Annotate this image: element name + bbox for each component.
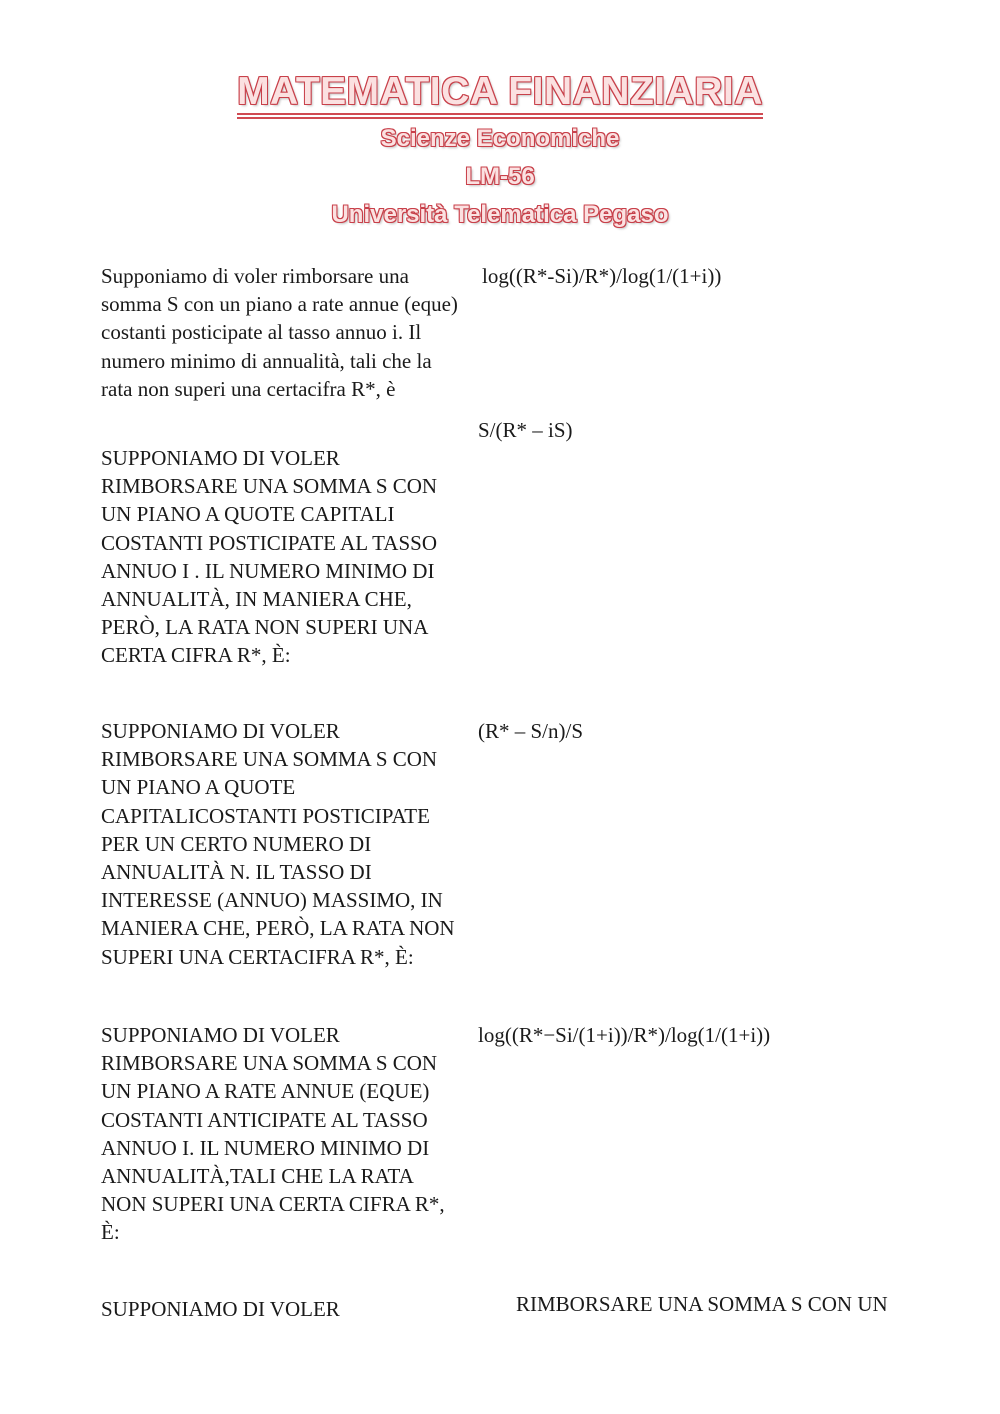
question-4: SUPPONIAMO DI VOLER RIMBORSARE UNA SOMMA S CON UN PIANO A RATE ANNUE (EQUE) COSTANTI ANTICIPATE AL TASSO ANNUO I. IL NUMERO MINIMO DI ANNUALITÀ,TALI CHE LA RATA NON SUPERI UNA CERTA CIFRA R*, È:: [101, 1023, 445, 1245]
question-3: SUPPONIAMO DI VOLER RIMBORSARE UNA SOMMA S CON UN PIANO A QUOTE CAPITALICOSTANTI POSTICIPATE PER UN CERTO NUMERO DI ANNUALITÀ N. IL TASSO DI INTERESSE (ANNUO) MASSIMO, IN MANIERA CHE, PERÒ, LA RATA NON SUPERI UNA CERTACIFRA R*, È:: [101, 719, 455, 969]
answer-2: S/(R* – iS): [478, 418, 573, 442]
question-5: SUPPONIAMO DI VOLER: [101, 1297, 340, 1321]
course-code: LM-56: [465, 163, 535, 190]
answer-4: log((R*−Si/(1+i))/R*)/log(1/(1+i)): [478, 1023, 771, 1047]
answer-1: log((R*-Si)/R*)/log(1/(1+i)): [482, 264, 722, 288]
course-name: Scienze Economiche: [380, 125, 620, 152]
answer-3: (R* – S/n)/S: [478, 719, 584, 743]
question-1: Supponiamo di voler rimborsare una somma S con un piano a rate annue (eque) costanti posticipate al tasso annuo i. Il numero minimo di annualità, tali che la rata non superi una certacifra R*, è: [101, 264, 458, 401]
university-name: Università Telematica Pegaso: [331, 201, 669, 228]
page-title: MATEMATICA FINANZIARIA: [237, 70, 763, 113]
question-2: SUPPONIAMO DI VOLER RIMBORSARE UNA SOMMA S CON UN PIANO A QUOTE CAPITALI COSTANTI POSTICIPATE AL TASSO ANNUO I . IL NUMERO MINIMO DI ANNUALITÀ, IN MANIERA CHE, PERÒ, LA RATA NON SUPERI UNA CERTA CIFRA R*, È:: [101, 446, 438, 668]
answer-5: RIMBORSARE UNA SOMMA S CON UN: [516, 1292, 888, 1316]
